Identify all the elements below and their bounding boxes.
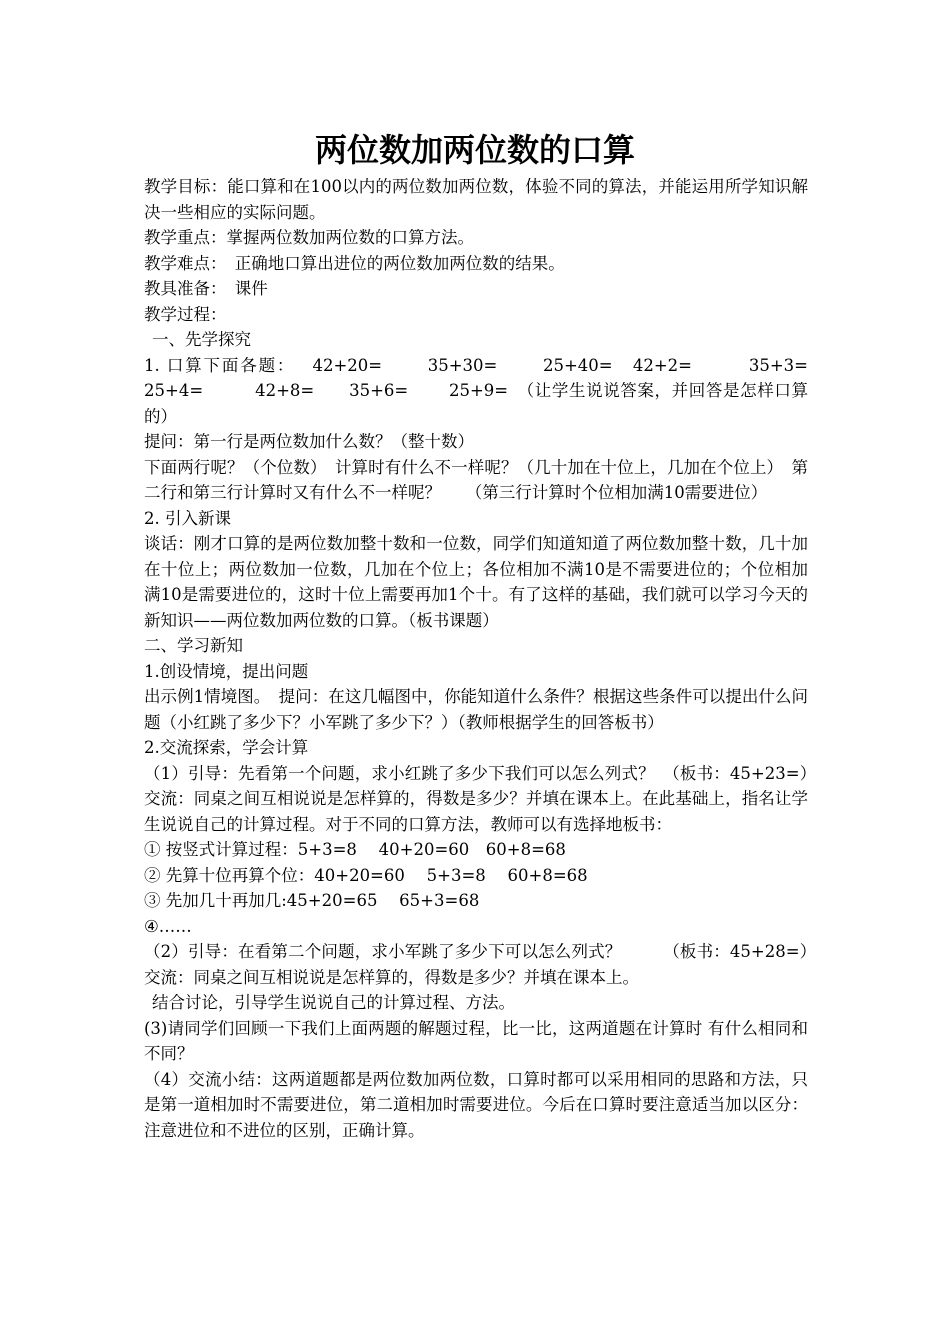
subheading-situation: 1.创设情境，提出问题 xyxy=(144,661,309,681)
method-4: ④…… xyxy=(144,916,192,936)
subheading-new-lesson: 2. 引入新课 xyxy=(144,508,231,528)
paragraph-guide-2: （2）引导：在看第二个问题，求小军跳了多少下可以怎么列式？ （板书：45+28=） 交流：同桌之间互相说说是怎样算的，得数是多少？并填在课本上。 xyxy=(144,942,825,987)
paragraph-summary: （4）交流小结：这两道题都是两位数加两位数，口算时都可以采用相同的思路和方法，只是第一道相加时不需要进位，第二道相加时需要进位。今后在口算时要注意适当加以区分：注意进位和不进位的区别，正确计算。 xyxy=(144,1069,808,1140)
paragraph-review: (3)请同学们回顾一下我们上面两题的解题过程，比一比，这两道题在计算时 有什么相同和不同？ xyxy=(144,1018,808,1063)
paragraph-materials: 教具准备： 课件 xyxy=(144,279,268,298)
paragraph-question-1: 提问：第一行是两位数加什么数？（整十数） xyxy=(144,432,474,451)
paragraph-key-point: 教学重点：掌握两位数加两位数的口算方法。 xyxy=(144,228,474,247)
paragraph-process-heading: 教学过程： xyxy=(144,304,227,324)
paragraph-oral-exercises: 1. 口算下面各题： 42+20= 35+30= 25+40= 42+2= 35+3= 25+4= 42+8= 35+6= 25+9= （让学生说说答案，并回答是怎样口算的） xyxy=(144,355,825,426)
section-heading-1: 一、先学探究 xyxy=(152,330,251,349)
paragraph-example-1: 出示例1情境图。 提问：在这几幅图中，你能知道什么条件？根据这些条件可以提出什么问题（小红跳了多少下？小军跳了多少下？）（教师根据学生的回答板书） xyxy=(144,687,808,732)
method-2: ② 先算十位再算个位：40+20=60 5+3=8 60+8=68 xyxy=(144,865,588,885)
paragraph-objectives: 教学目标：能口算和在100以内的两位数加两位数，体验不同的算法，并能运用所学知识解决一些相应的实际问题。 xyxy=(144,177,808,222)
document-body xyxy=(144,174,825,1143)
method-3: ③ 先加几十再加几:45+20=65 65+3=68 xyxy=(144,891,480,910)
document-title: 两位数加两位数的口算 xyxy=(314,131,635,169)
paragraph-talk: 谈话：刚才口算的是两位数加整十数和一位数，同学们知道知道了两位数加整十数，几十加在十位上；两位数加一位数，几加在个位上；各位相加不满10是不需要进位的；个位相加满10是需要进位的，这时十位上需要再加1个十。有了这样的基础，我们就可以学习今天的新知识——两位数加两位数的口算。（板书课题） xyxy=(144,534,808,630)
paragraph-discussion: 结合讨论，引导学生说说自己的计算过程、方法。 xyxy=(152,993,515,1012)
method-1: ① 按竖式计算过程：5+3=8 40+20=60 60+8=68 xyxy=(144,840,566,859)
paragraph-guide-1: （1）引导：先看第一个问题，求小红跳了多少下我们可以怎么列式？ （板书：45+23=） 交流：同桌之间互相说说是怎样算的，得数是多少？并填在课本上。在此基础上，指名让学生说说自己的计算过程。对于不同的口算方法，教师可以有选择地板书： xyxy=(144,763,825,834)
paragraph-question-2: 下面两行呢？（个位数） 计算时有什么不一样呢？（几十加在十位上，几加在个位上） 第二行和第三行计算时又有什么不一样呢？ （第三行计算时个位相加满10需要进位） xyxy=(144,457,808,502)
paragraph-difficulty: 教学难点： 正确地口算出进位的两位数加两位数的结果。 xyxy=(144,253,565,273)
section-heading-2: 二、学习新知 xyxy=(144,636,243,655)
subheading-explore: 2.交流探索，学会计算 xyxy=(144,738,309,757)
